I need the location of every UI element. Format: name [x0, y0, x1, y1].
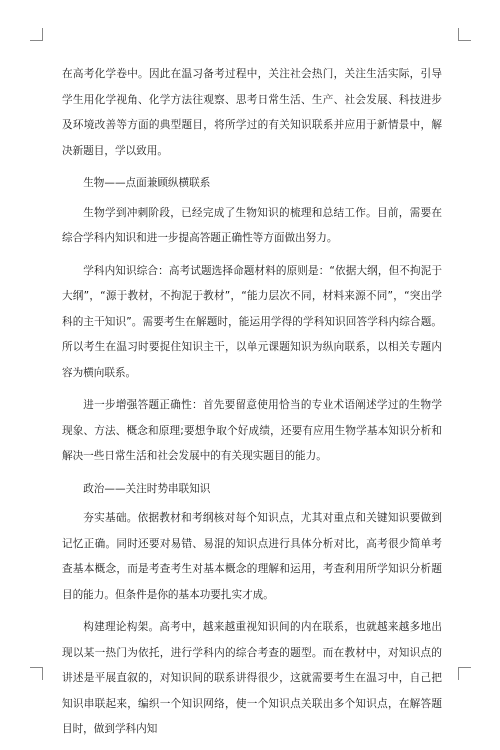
paragraph-biology-accuracy: 进一步增强答题正确性：首先要留意使用恰当的专业术语阐述学过的生物学现象、方法、概念和原理;要想争取个好成绩，还要有应用生物学基本知识分析和解决一些日常生活和社会发展中的有关现实题目的能力。 — [62, 399, 442, 462]
document-body — [62, 62, 442, 750]
paragraph-politics-basics: 夯实基础。依据教材和考纲核对每个知识点，尤其对重点和关键知识要做到记忆正确。同时还要对易错、易混的知识点进行具体分析对比，高考很少简单考查基本概念，而是考查考生对基本概念的理解和运用，考查利用所学知识分析题目的能力。但条件是你的基本功要扎实才成。 — [62, 512, 442, 601]
crop-mark-bottom-left — [30, 667, 43, 680]
paragraph-chemistry-continued: 在高考化学卷中。因此在温习备考过程中，关注社会热门，关注生活实际，引导学生用化学视角、化学方法往观察、思考日常生活、生产、社会发展、科技进步及环境改善等方面的典型题目，将所学过的有关知识联系并应用于新情景中，解决新题目，学以致用。 — [62, 68, 442, 157]
paragraph-politics-framework: 构建理论构架。高考中，越来越重视知识间的内在联系，也就越来越多地出现以某一热门为依托，进行学科内的综合考查的题型。而在教材中，对知识点的讲述是平展直叙的，对知识间的联系讲得很少，这就需要考生在温习中，自己把知识串联起来，编织一个知识网络，使一个知识点关联出多个知识点，在解答题目时，做到学科内知 — [62, 621, 442, 735]
crop-mark-top-left — [30, 28, 43, 41]
paragraph-biology-intro: 生物学到冲刺阶段，已经完成了生物知识的梳理和总结工作。目前，需要在综合学科内知识和进一步提高答题正确性等方面做出努力。 — [62, 206, 442, 244]
crop-mark-bottom-right — [458, 667, 471, 680]
heading-biology: 生物——点面兼顾纵横联系 — [83, 177, 211, 189]
crop-mark-top-right — [458, 28, 471, 41]
paragraph-biology-knowledge: 学科内知识综合：高考试题选择命题材料的原则是：“依据大纲，但不拘泥于大纲”，“源于教材，不拘泥于教材”，“能力层次不同，材料来源不同”，“突出学科的主干知识”。需要考生在解题时，能运用学得的学科知识回答学科内综合题。所以考生在温习时要捉住知识主干，以单元课题知识为纵向联系，以相关专题内容为横向联系。 — [62, 264, 442, 379]
heading-politics: 政治——关注时势串联知识 — [83, 482, 211, 495]
